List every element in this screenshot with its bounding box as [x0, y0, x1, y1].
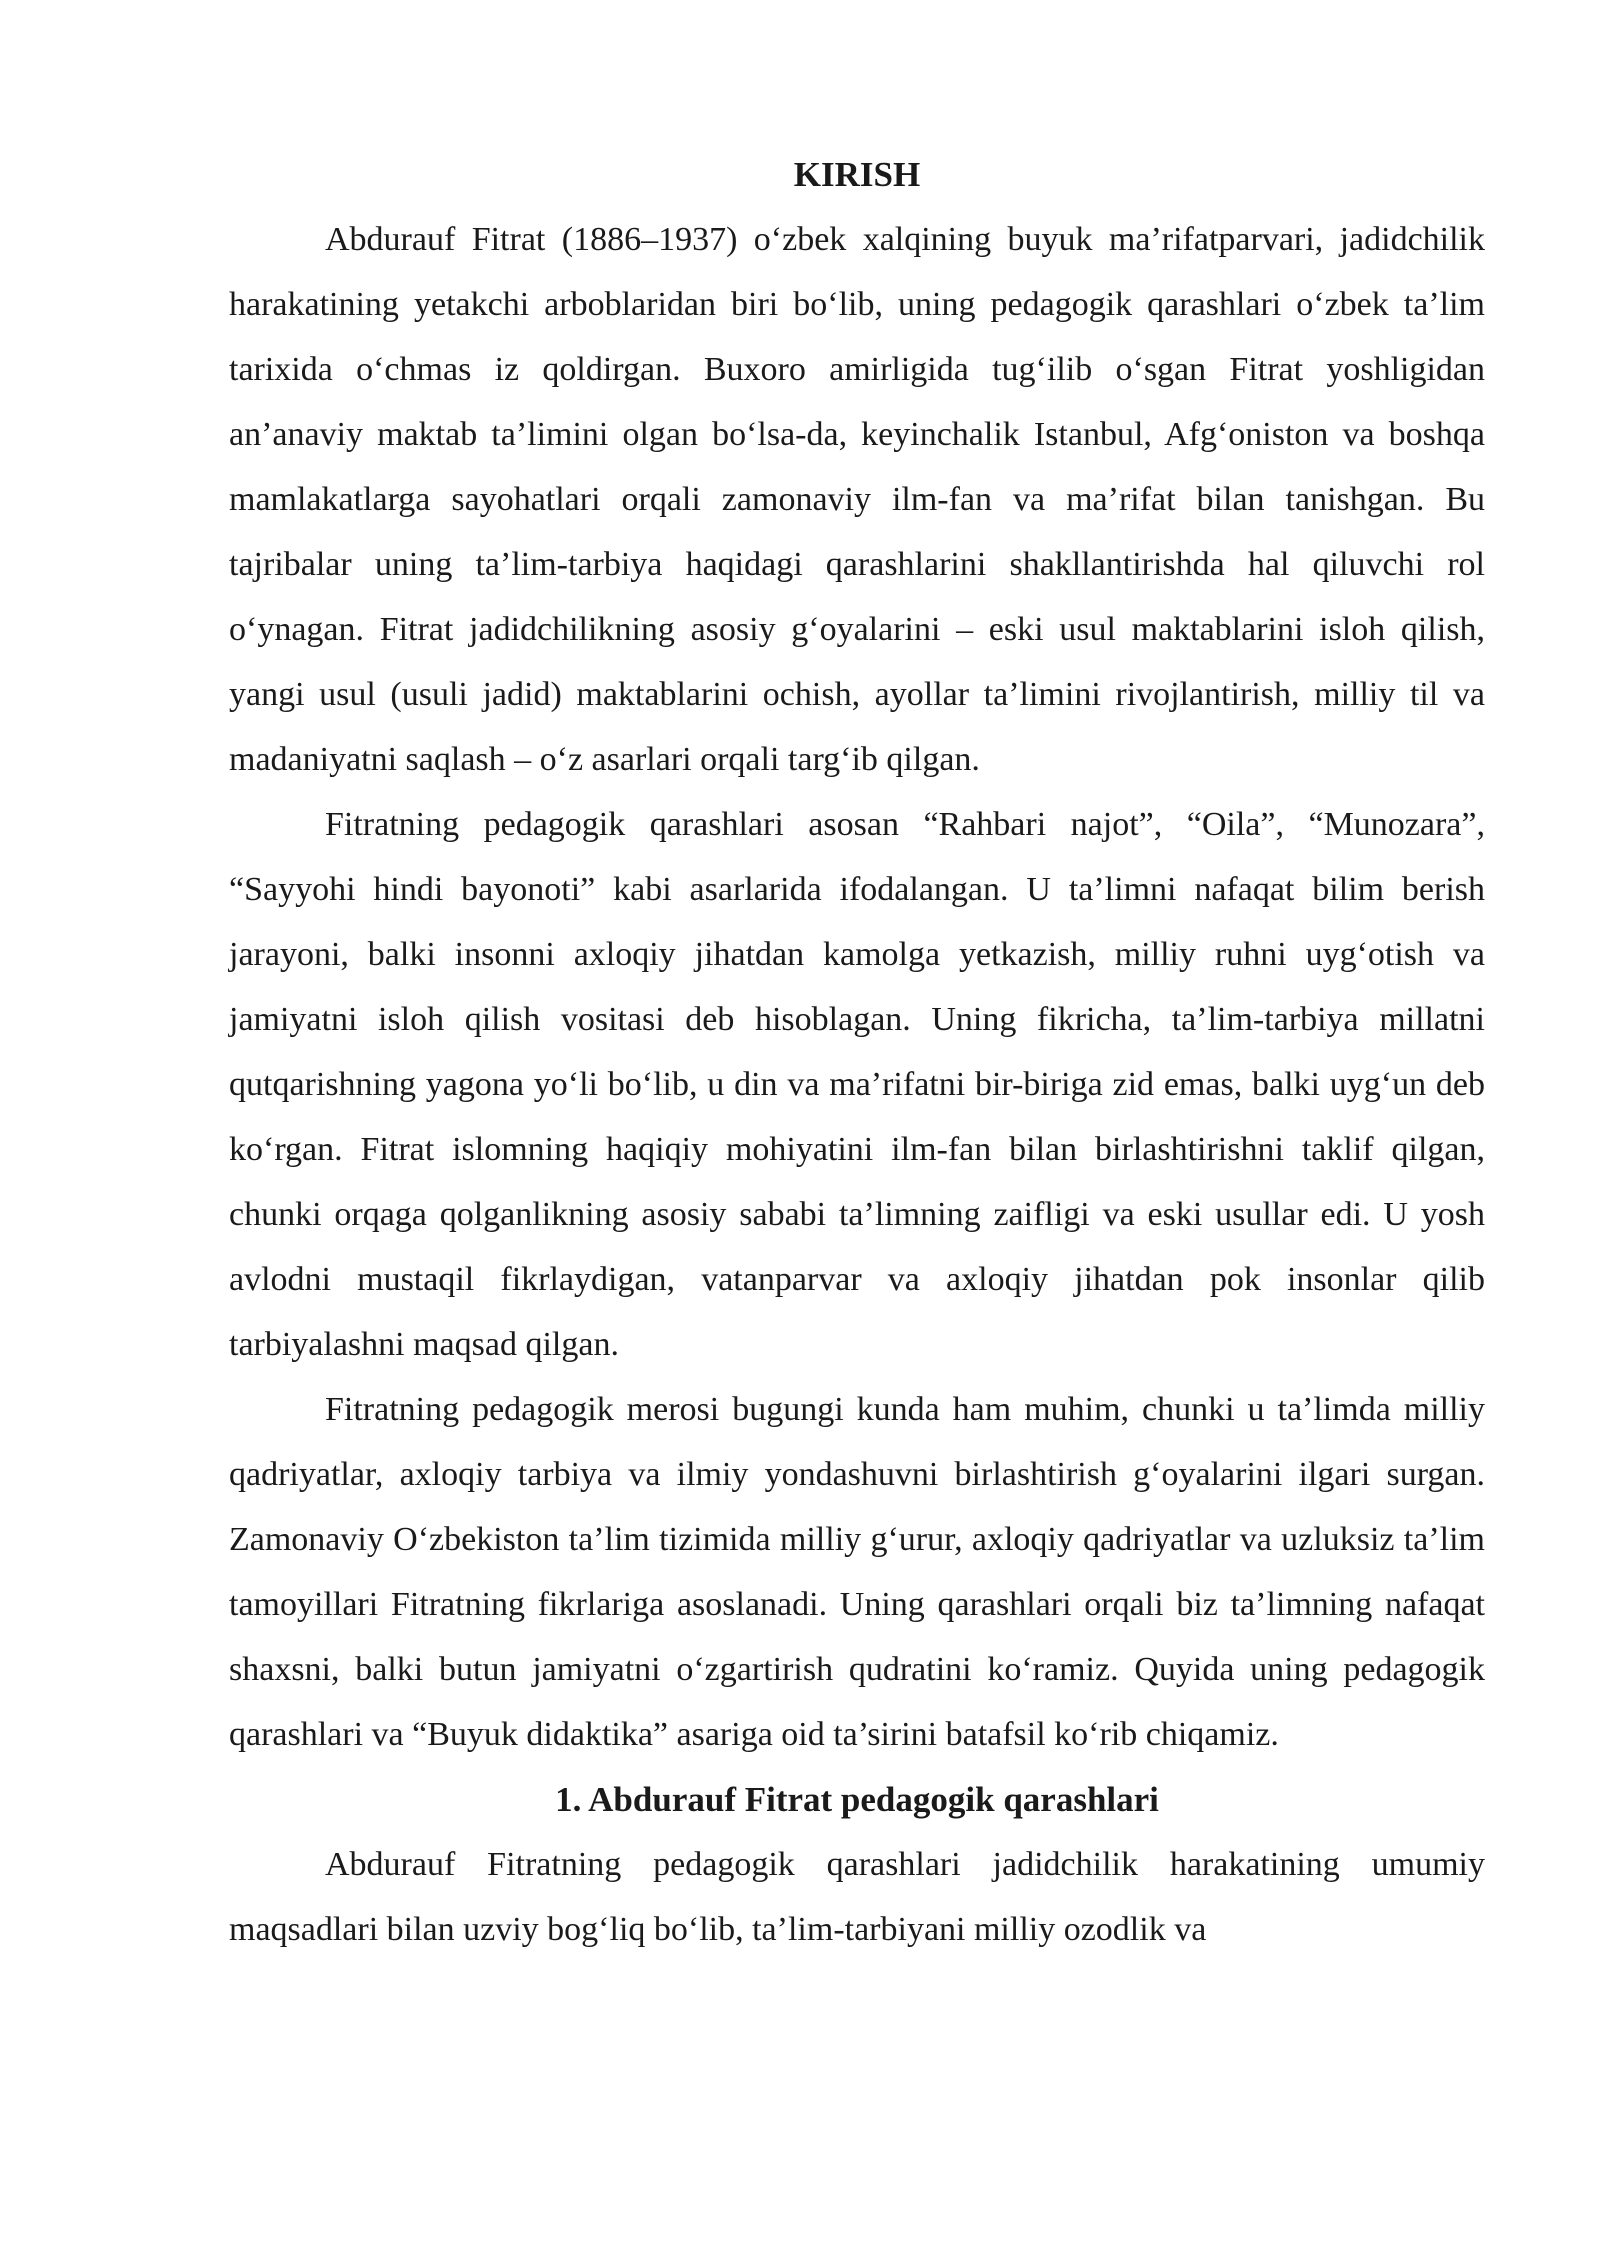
document-body	[229, 142, 1485, 1962]
intro-paragraph-1: Abdurauf Fitrat (1886–1937) o‘zbek xalqining buyuk ma’rifatparvari, jadidchilik harakatining yetakchi arboblaridan biri bo‘lib, uning pedagogik qarashlari o‘zbek ta’lim tarixida o‘chmas iz qoldirgan. Buxoro amirligida tug‘ilib o‘sgan Fitrat yoshligidan an’anaviy maktab ta’limini olgan bo‘lsa-da, keyinchalik Istanbul, Afg‘oniston va boshqa mamlakatlarga sayohatlari orqali zamonaviy ilm-fan va ma’rifat bilan tanishgan. Bu tajribalar uning ta’lim-tarbiya haqidagi qarashlarini shakllantirishda hal qiluvchi rol o‘ynagan. Fitrat jadidchilikning asosiy g‘oyalarini – eski usul maktablarini isloh qilish, yangi usul (usuli jadid) maktablarini ochish, ayollar ta’limini rivojlantirish, milliy til va madaniyatni saqlash – o‘z asarlari orqali targ‘ib qilgan.	[229, 221, 1485, 778]
intro-paragraph-2: Fitratning pedagogik qarashlari asosan “Rahbari najot”, “Oila”, “Munozara”, “Sayyohi hindi bayonoti” kabi asarlarida ifodalangan. U ta’limni nafaqat bilim berish jarayoni, balki insonni axloqiy jihatdan kamolga yetkazish, milliy ruhni uyg‘otish va jamiyatni isloh qilish vositasi deb hisoblagan. Uning fikricha, ta’lim-tarbiya millatni qutqarishning yagona yo‘li bo‘lib, u din va ma’rifatni bir-biriga zid emas, balki uyg‘un deb ko‘rgan. Fitrat islomning haqiqiy mohiyatini ilm-fan bilan birlashtirishni taklif qilgan, chunki orqaga qolganlikning asosiy sababi ta’limning zaifligi va eski usullar edi. U yosh avlodni mustaqil fikrlaydigan, vatanparvar va axloqiy jihatdan pok insonlar qilib tarbiyalashni maqsad qilgan.	[229, 806, 1485, 1363]
section-paragraph: Abdurauf Fitratning pedagogik qarashlari jadidchilik harakatining umumiy maqsadlari bilan uzviy bog‘liq bo‘lib, ta’lim-tarbiyani milliy ozodlik va	[229, 1846, 1485, 1948]
intro-paragraph-3: Fitratning pedagogik merosi bugungi kunda ham muhim, chunki u ta’limda milliy qadriyatlar, axloqiy tarbiya va ilmiy yondashuvni birlashtirish g‘oyalarini ilgari surgan. Zamonaviy O‘zbekiston ta’lim tizimida milliy g‘urur, axloqiy qadriyatlar va uzluksiz ta’lim tamoyillari Fitratning fikrlariga asoslanadi. Uning qarashlari orqali biz ta’limning nafaqat shaxsni, balki butun jamiyatni o‘zgartirish qudratini ko‘ramiz. Quyida uning pedagogik qarashlari va “Buyuk didaktika” asariga oid ta’sirini batafsil ko‘rib chiqamiz.	[229, 1391, 1485, 1753]
page-heading: KIRISH	[793, 155, 921, 194]
section-title: 1. Abdurauf Fitrat pedagogik qarashlari	[555, 1780, 1159, 1819]
